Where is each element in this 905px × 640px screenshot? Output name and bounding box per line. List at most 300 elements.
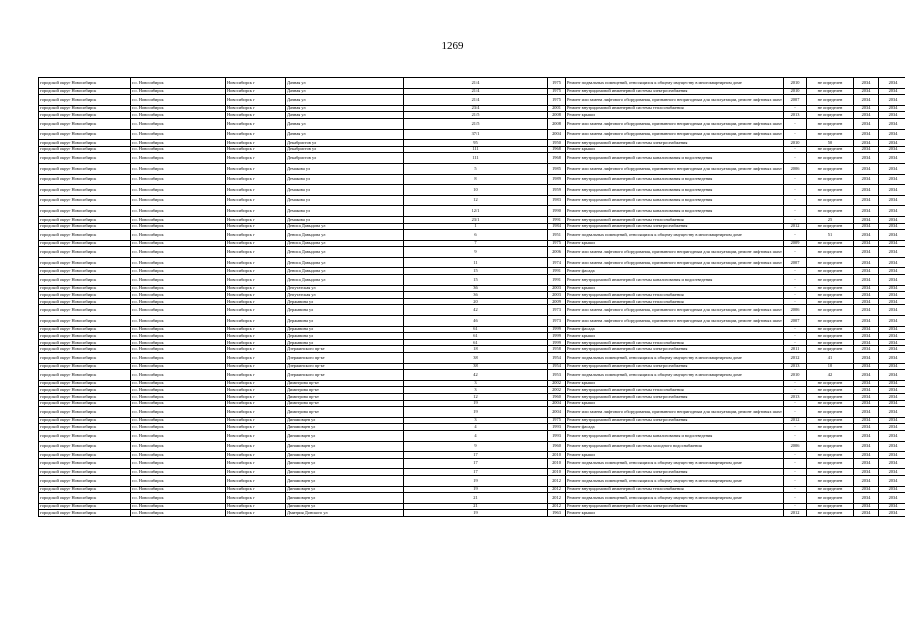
municipality-cell: городской округ Новосибирск <box>39 223 131 230</box>
wear-cell: не определен <box>807 153 854 164</box>
built-year-cell: 2012 <box>548 486 566 493</box>
plan-year-start-cell: 2034 <box>854 452 879 459</box>
plan-year-start-cell: 2034 <box>854 163 879 174</box>
table-row <box>39 370 905 381</box>
table-row <box>39 458 905 469</box>
city-cell: Новосибирск г <box>226 316 286 327</box>
built-year-cell: 1985 <box>548 163 566 174</box>
house-number-cell: 19 <box>404 510 548 517</box>
wear-cell: не определен <box>807 129 854 140</box>
settlement-cell: г.о. Новосибирск <box>131 380 226 387</box>
work-type-cell: Ремонт внутридомовой инженерной системы канализования и водоотведения <box>566 153 784 164</box>
house-number-cell: 19 <box>404 407 548 418</box>
street-cell: Дмитрия Донского ул <box>286 510 404 517</box>
wear-cell: не определен <box>807 163 854 174</box>
built-year-cell: 2004 <box>548 129 566 140</box>
work-type-cell: Ремонт внутридомовой инженерной системы теплоснабжения <box>566 387 784 394</box>
plan-year-end-cell: 2034 <box>879 174 905 185</box>
city-cell: Новосибирск г <box>226 140 286 147</box>
wear-cell: не определен <box>807 400 854 407</box>
settlement-cell: г.о. Новосибирск <box>131 339 226 346</box>
settlement-cell: г.о. Новосибирск <box>131 503 226 510</box>
city-cell: Новосибирск г <box>226 153 286 164</box>
plan-year-end-cell: 2034 <box>879 298 905 305</box>
settlement-cell: г.о. Новосибирск <box>131 230 226 241</box>
work-type-cell: Ремонт внутридомовой инженерной системы теплоснабжения <box>566 339 784 346</box>
work-type-cell: Ремонт внутридомовой инженерной системы теплоснабжения <box>566 298 784 305</box>
plan-year-end-cell: 2034 <box>879 441 905 452</box>
city-cell: Новосибирск г <box>226 510 286 517</box>
work-type-cell: Ремонт внутридомовой инженерной системы теплоснабжения <box>566 216 784 223</box>
work-type-cell: Ремонт или замена лифтового оборудования, признанного непригодным для эксплуатации, ремонт лифтовых шахт <box>566 95 784 106</box>
last-repair-year-cell: 2010 <box>784 88 807 95</box>
table-row <box>39 240 905 247</box>
municipality-cell: городской округ Новосибирск <box>39 452 131 459</box>
settlement-cell: г.о. Новосибирск <box>131 185 226 196</box>
street-cell: Дениса Давыдова ул <box>286 230 404 241</box>
plan-year-end-cell: 2034 <box>879 140 905 147</box>
plan-year-end-cell: 2034 <box>879 146 905 153</box>
plan-year-end-cell: 2034 <box>879 105 905 112</box>
municipality-cell: городской округ Новосибирск <box>39 257 131 268</box>
city-cell: Новосибирск г <box>226 458 286 469</box>
city-cell: Новосибирск г <box>226 163 286 174</box>
plan-year-end-cell: 2034 <box>879 285 905 292</box>
street-cell: Димитрова пр-кт <box>286 407 404 418</box>
table-row <box>39 153 905 164</box>
last-repair-year-cell: - <box>784 298 807 305</box>
street-cell: Димитрова пр-кт <box>286 387 404 394</box>
municipality-cell: городской округ Новосибирск <box>39 285 131 292</box>
plan-year-start-cell: 2034 <box>854 363 879 370</box>
municipality-cell: городской округ Новосибирск <box>39 247 131 258</box>
plan-year-end-cell: 2034 <box>879 503 905 510</box>
plan-year-end-cell: 2034 <box>879 353 905 364</box>
city-cell: Новосибирск г <box>226 223 286 230</box>
work-type-cell: Ремонт внутридомовой инженерной системы канализования и водоотведения <box>566 185 784 196</box>
settlement-cell: г.о. Новосибирск <box>131 400 226 407</box>
built-year-cell: 1999 <box>548 326 566 333</box>
built-year-cell: 2008 <box>548 112 566 119</box>
municipality-cell: городской округ Новосибирск <box>39 326 131 333</box>
municipality-cell: городской округ Новосибирск <box>39 268 131 275</box>
built-year-cell: 1968 <box>548 153 566 164</box>
wear-cell: 25 <box>807 216 854 223</box>
municipality-cell: городской округ Новосибирск <box>39 146 131 153</box>
city-cell: Новосибирск г <box>226 105 286 112</box>
last-repair-year-cell: - <box>784 400 807 407</box>
table-row <box>39 430 905 441</box>
municipality-cell: городской округ Новосибирск <box>39 78 131 89</box>
settlement-cell: г.о. Новосибирск <box>131 452 226 459</box>
plan-year-start-cell: 2034 <box>854 216 879 223</box>
street-cell: Динамовцев ул <box>286 458 404 469</box>
work-type-cell: Ремонт подвальных помещений, относящихся к общему имуществу в многоквартирном доме <box>566 475 784 486</box>
city-cell: Новосибирск г <box>226 407 286 418</box>
plan-year-start-cell: 2034 <box>854 380 879 387</box>
city-cell: Новосибирск г <box>226 78 286 89</box>
table-row <box>39 475 905 486</box>
city-cell: Новосибирск г <box>226 469 286 476</box>
city-cell: Новосибирск г <box>226 493 286 504</box>
work-type-cell: Ремонт или замена лифтового оборудования, признанного непригодным для эксплуатации, ремонт лифтовых шахт <box>566 163 784 174</box>
wear-cell: не определен <box>807 430 854 441</box>
last-repair-year-cell: 2010 <box>784 140 807 147</box>
plan-year-end-cell: 2034 <box>879 95 905 106</box>
house-number-cell: 38 <box>404 363 548 370</box>
last-repair-year-cell: - <box>784 469 807 476</box>
municipality-cell: городской округ Новосибирск <box>39 240 131 247</box>
last-repair-year-cell: 2012 <box>784 353 807 364</box>
work-type-cell: Ремонт фасада <box>566 326 784 333</box>
house-number-cell: 19 <box>404 475 548 486</box>
house-number-cell: 17 <box>404 452 548 459</box>
built-year-cell: 1973 <box>548 305 566 316</box>
built-year-cell: 2006 <box>548 247 566 258</box>
last-repair-year-cell: - <box>784 339 807 346</box>
wear-cell: не определен <box>807 206 854 217</box>
settlement-cell: г.о. Новосибирск <box>131 118 226 129</box>
plan-year-end-cell: 2034 <box>879 223 905 230</box>
plan-year-end-cell: 2034 <box>879 430 905 441</box>
last-repair-year-cell: - <box>784 458 807 469</box>
built-year-cell: 1975 <box>548 240 566 247</box>
wear-cell: не определен <box>807 275 854 286</box>
built-year-cell: 2012 <box>548 475 566 486</box>
table-row <box>39 424 905 431</box>
table-row <box>39 105 905 112</box>
built-year-cell: 1954 <box>548 353 566 364</box>
plan-year-end-cell: 2034 <box>879 333 905 340</box>
plan-year-start-cell: 2034 <box>854 430 879 441</box>
house-number-cell: 111 <box>404 146 548 153</box>
wear-cell: не определен <box>807 486 854 493</box>
street-cell: Динамовцев ул <box>286 493 404 504</box>
plan-year-end-cell: 2034 <box>879 346 905 353</box>
table-row <box>39 493 905 504</box>
settlement-cell: г.о. Новосибирск <box>131 88 226 95</box>
house-number-cell: 61 <box>404 326 548 333</box>
table-row <box>39 216 905 223</box>
house-number-cell: 21/5 <box>404 118 548 129</box>
plan-year-start-cell: 2034 <box>854 118 879 129</box>
table-row <box>39 163 905 174</box>
house-number-cell: 4 <box>404 424 548 431</box>
page-number: 1269 <box>441 40 464 52</box>
built-year-cell: 1954 <box>548 363 566 370</box>
wear-cell: не определен <box>807 195 854 206</box>
settlement-cell: г.о. Новосибирск <box>131 146 226 153</box>
plan-year-start-cell: 2034 <box>854 441 879 452</box>
work-type-cell: Ремонт фасада <box>566 424 784 431</box>
wear-cell: не определен <box>807 78 854 89</box>
wear-cell: не определен <box>807 223 854 230</box>
settlement-cell: г.о. Новосибирск <box>131 240 226 247</box>
street-cell: Державина ул <box>286 339 404 346</box>
built-year-cell: 1950 <box>548 140 566 147</box>
plan-year-end-cell: 2034 <box>879 112 905 119</box>
street-cell: Декабристов ул <box>286 140 404 147</box>
work-type-cell: Ремонт или замена лифтового оборудования, признанного непригодным для эксплуатации, ремонт лифтовых шахт <box>566 118 784 129</box>
last-repair-year-cell: - <box>784 118 807 129</box>
plan-year-start-cell: 2034 <box>854 353 879 364</box>
city-cell: Новосибирск г <box>226 285 286 292</box>
plan-year-start-cell: 2034 <box>854 493 879 504</box>
municipality-cell: городской округ Новосибирск <box>39 153 131 164</box>
built-year-cell: 1991 <box>548 216 566 223</box>
wear-cell: не определен <box>807 316 854 327</box>
house-number-cell: 12 <box>404 195 548 206</box>
city-cell: Новосибирск г <box>226 363 286 370</box>
settlement-cell: г.о. Новосибирск <box>131 430 226 441</box>
last-repair-year-cell: - <box>784 285 807 292</box>
last-repair-year-cell: 2009 <box>784 240 807 247</box>
work-type-cell: Ремонт внутридомовой инженерной системы электроснабжения <box>566 223 784 230</box>
municipality-cell: городской округ Новосибирск <box>39 105 131 112</box>
house-number-cell: 21 <box>404 493 548 504</box>
street-cell: Демакова ул <box>286 174 404 185</box>
street-cell: Динамовцев ул <box>286 452 404 459</box>
municipality-cell: городской округ Новосибирск <box>39 206 131 217</box>
city-cell: Новосибирск г <box>226 339 286 346</box>
work-type-cell: Ремонт фасада <box>566 268 784 275</box>
table-row <box>39 346 905 353</box>
table-row <box>39 486 905 493</box>
plan-year-end-cell: 2034 <box>879 185 905 196</box>
table-row <box>39 129 905 140</box>
last-repair-year-cell: - <box>784 185 807 196</box>
table-row <box>39 407 905 418</box>
work-type-cell: Ремонт внутридомовой инженерной системы канализования и водоотведения <box>566 174 784 185</box>
house-number-cell: 36 <box>404 285 548 292</box>
plan-year-start-cell: 2034 <box>854 230 879 241</box>
plan-year-start-cell: 2034 <box>854 257 879 268</box>
last-repair-year-cell: 2012 <box>784 223 807 230</box>
municipality-cell: городской округ Новосибирск <box>39 363 131 370</box>
city-cell: Новосибирск г <box>226 370 286 381</box>
last-repair-year-cell: 2011 <box>784 346 807 353</box>
plan-year-end-cell: 2034 <box>879 88 905 95</box>
work-type-cell: Ремонт внутридомовой инженерной системы теплоснабжения <box>566 105 784 112</box>
work-type-cell: Ремонт или замена лифтового оборудования, признанного непригодным для эксплуатации, ремонт лифтовых шахт <box>566 257 784 268</box>
wear-cell: не определен <box>807 247 854 258</box>
plan-year-start-cell: 2034 <box>854 346 879 353</box>
street-cell: Демакова ул <box>286 216 404 223</box>
city-cell: Новосибирск г <box>226 298 286 305</box>
table-row <box>39 112 905 119</box>
work-type-cell: Ремонт или замена лифтового оборудования, признанного непригодным для эксплуатации, ремонт лифтовых шахт <box>566 407 784 418</box>
built-year-cell: 2003 <box>548 292 566 299</box>
last-repair-year-cell: - <box>784 407 807 418</box>
wear-cell: не определен <box>807 441 854 452</box>
built-year-cell: 1991 <box>548 275 566 286</box>
street-cell: Дачная ул <box>286 129 404 140</box>
last-repair-year-cell: 2007 <box>784 316 807 327</box>
street-cell: Дачная ул <box>286 105 404 112</box>
table-row <box>39 268 905 275</box>
last-repair-year-cell: 2012 <box>784 510 807 517</box>
plan-year-end-cell: 2034 <box>879 257 905 268</box>
house-number-cell: 21/5 <box>404 112 548 119</box>
plan-year-start-cell: 2034 <box>854 305 879 316</box>
work-type-cell: Ремонт подвальных помещений, относящихся к общему имуществу в многоквартирном доме <box>566 353 784 364</box>
plan-year-start-cell: 2034 <box>854 370 879 381</box>
table-row <box>39 417 905 424</box>
house-number-cell: 23/1 <box>404 216 548 223</box>
last-repair-year-cell: - <box>784 247 807 258</box>
built-year-cell: 1999 <box>548 339 566 346</box>
street-cell: Дениса Давыдова ул <box>286 275 404 286</box>
settlement-cell: г.о. Новосибирск <box>131 153 226 164</box>
plan-year-end-cell: 2034 <box>879 486 905 493</box>
city-cell: Новосибирск г <box>226 275 286 286</box>
settlement-cell: г.о. Новосибирск <box>131 129 226 140</box>
plan-year-start-cell: 2034 <box>854 339 879 346</box>
city-cell: Новосибирск г <box>226 206 286 217</box>
wear-cell: не определен <box>807 95 854 106</box>
house-number-cell: 5 <box>404 163 548 174</box>
built-year-cell: 2010 <box>548 458 566 469</box>
plan-year-end-cell: 2034 <box>879 339 905 346</box>
plan-year-start-cell: 2034 <box>854 475 879 486</box>
settlement-cell: г.о. Новосибирск <box>131 112 226 119</box>
work-type-cell: Ремонт подвальных помещений, относящихся к общему имуществу в многоквартирном доме <box>566 493 784 504</box>
wear-cell: не определен <box>807 174 854 185</box>
settlement-cell: г.о. Новосибирск <box>131 493 226 504</box>
built-year-cell: 1989 <box>548 174 566 185</box>
wear-cell: не определен <box>807 326 854 333</box>
settlement-cell: г.о. Новосибирск <box>131 247 226 258</box>
built-year-cell: 2002 <box>548 387 566 394</box>
wear-cell: не определен <box>807 298 854 305</box>
settlement-cell: г.о. Новосибирск <box>131 326 226 333</box>
house-number-cell: 21/4 <box>404 78 548 89</box>
house-number-cell: 23/4 <box>404 105 548 112</box>
municipality-cell: городской округ Новосибирск <box>39 400 131 407</box>
house-number-cell: 12 <box>404 393 548 400</box>
built-year-cell: 1960 <box>548 441 566 452</box>
last-repair-year-cell: - <box>784 195 807 206</box>
work-type-cell: Ремонт внутридомовой инженерной системы электроснабжения <box>566 88 784 95</box>
settlement-cell: г.о. Новосибирск <box>131 285 226 292</box>
work-type-cell: Ремонт внутридомовой инженерной системы электроснабжения <box>566 393 784 400</box>
street-cell: Динамовцев ул <box>286 475 404 486</box>
settlement-cell: г.о. Новосибирск <box>131 105 226 112</box>
plan-year-end-cell: 2034 <box>879 393 905 400</box>
municipality-cell: городской округ Новосибирск <box>39 387 131 394</box>
street-cell: Дзержинского пр-кт <box>286 370 404 381</box>
work-type-cell: Ремонт крыши <box>566 510 784 517</box>
city-cell: Новосибирск г <box>226 240 286 247</box>
last-repair-year-cell: 2010 <box>784 78 807 89</box>
settlement-cell: г.о. Новосибирск <box>131 469 226 476</box>
last-repair-year-cell: - <box>784 292 807 299</box>
built-year-cell: 2010 <box>548 469 566 476</box>
municipality-cell: городской округ Новосибирск <box>39 174 131 185</box>
municipality-cell: городской округ Новосибирск <box>39 417 131 424</box>
last-repair-year-cell: - <box>784 275 807 286</box>
city-cell: Новосибирск г <box>226 216 286 223</box>
last-repair-year-cell: 2007 <box>784 257 807 268</box>
last-repair-year-cell: 2013 <box>784 112 807 119</box>
wear-cell: не определен <box>807 305 854 316</box>
built-year-cell: 1951 <box>548 230 566 241</box>
street-cell: Декабристов ул <box>286 146 404 153</box>
wear-cell: не определен <box>807 146 854 153</box>
plan-year-end-cell: 2034 <box>879 316 905 327</box>
last-repair-year-cell: - <box>784 493 807 504</box>
house-number-cell: 19 <box>404 400 548 407</box>
plan-year-start-cell: 2034 <box>854 387 879 394</box>
table-row <box>39 247 905 258</box>
table-row <box>39 339 905 346</box>
municipality-cell: городской округ Новосибирск <box>39 316 131 327</box>
city-cell: Новосибирск г <box>226 380 286 387</box>
wear-cell: не определен <box>807 417 854 424</box>
house-number-cell: 38 <box>404 353 548 364</box>
settlement-cell: г.о. Новосибирск <box>131 174 226 185</box>
municipality-cell: городской округ Новосибирск <box>39 112 131 119</box>
city-cell: Новосибирск г <box>226 195 286 206</box>
settlement-cell: г.о. Новосибирск <box>131 275 226 286</box>
street-cell: Динамовцев ул <box>286 417 404 424</box>
plan-year-end-cell: 2034 <box>879 400 905 407</box>
work-type-cell: Ремонт внутридомовой инженерной системы электроснабжения <box>566 363 784 370</box>
wear-cell: не определен <box>807 240 854 247</box>
table-row <box>39 230 905 241</box>
municipality-cell: городской округ Новосибирск <box>39 430 131 441</box>
plan-year-end-cell: 2034 <box>879 510 905 517</box>
plan-year-start-cell: 2034 <box>854 486 879 493</box>
settlement-cell: г.о. Новосибирск <box>131 363 226 370</box>
plan-year-end-cell: 2034 <box>879 363 905 370</box>
house-number-cell: 46 <box>404 316 548 327</box>
last-repair-year-cell: 2010 <box>784 370 807 381</box>
last-repair-year-cell: - <box>784 475 807 486</box>
city-cell: Новосибирск г <box>226 346 286 353</box>
city-cell: Новосибирск г <box>226 146 286 153</box>
plan-year-start-cell: 2034 <box>854 129 879 140</box>
city-cell: Новосибирск г <box>226 326 286 333</box>
work-type-cell: Ремонт крыши <box>566 285 784 292</box>
city-cell: Новосибирск г <box>226 174 286 185</box>
work-type-cell: Ремонт внутридомовой инженерной системы холодного водоснабжения <box>566 441 784 452</box>
street-cell: Державина ул <box>286 333 404 340</box>
last-repair-year-cell: - <box>784 326 807 333</box>
city-cell: Новосибирск г <box>226 417 286 424</box>
city-cell: Новосибирск г <box>226 230 286 241</box>
plan-year-end-cell: 2034 <box>879 493 905 504</box>
street-cell: Динамовцев ул <box>286 469 404 476</box>
wear-cell: не определен <box>807 112 854 119</box>
plan-year-end-cell: 2034 <box>879 469 905 476</box>
municipality-cell: городской округ Новосибирск <box>39 339 131 346</box>
house-number-cell: 21/4 <box>404 88 548 95</box>
plan-year-start-cell: 2034 <box>854 275 879 286</box>
house-number-cell: 95 <box>404 140 548 147</box>
plan-year-end-cell: 2034 <box>879 387 905 394</box>
plan-year-start-cell: 2034 <box>854 223 879 230</box>
work-type-cell: Ремонт или замена лифтового оборудования, признанного непригодным для эксплуатации, ремонт лифтовых шахт <box>566 129 784 140</box>
work-type-cell: Ремонт подвальных помещений, относящихся к общему имуществу в многоквартирном доме <box>566 230 784 241</box>
house-number-cell: 37/1 <box>404 129 548 140</box>
house-number-cell: 10 <box>404 185 548 196</box>
settlement-cell: г.о. Новосибирск <box>131 407 226 418</box>
plan-year-start-cell: 2034 <box>854 393 879 400</box>
built-year-cell: 2004 <box>548 400 566 407</box>
street-cell: Дачная ул <box>286 112 404 119</box>
wear-cell: не определен <box>807 88 854 95</box>
